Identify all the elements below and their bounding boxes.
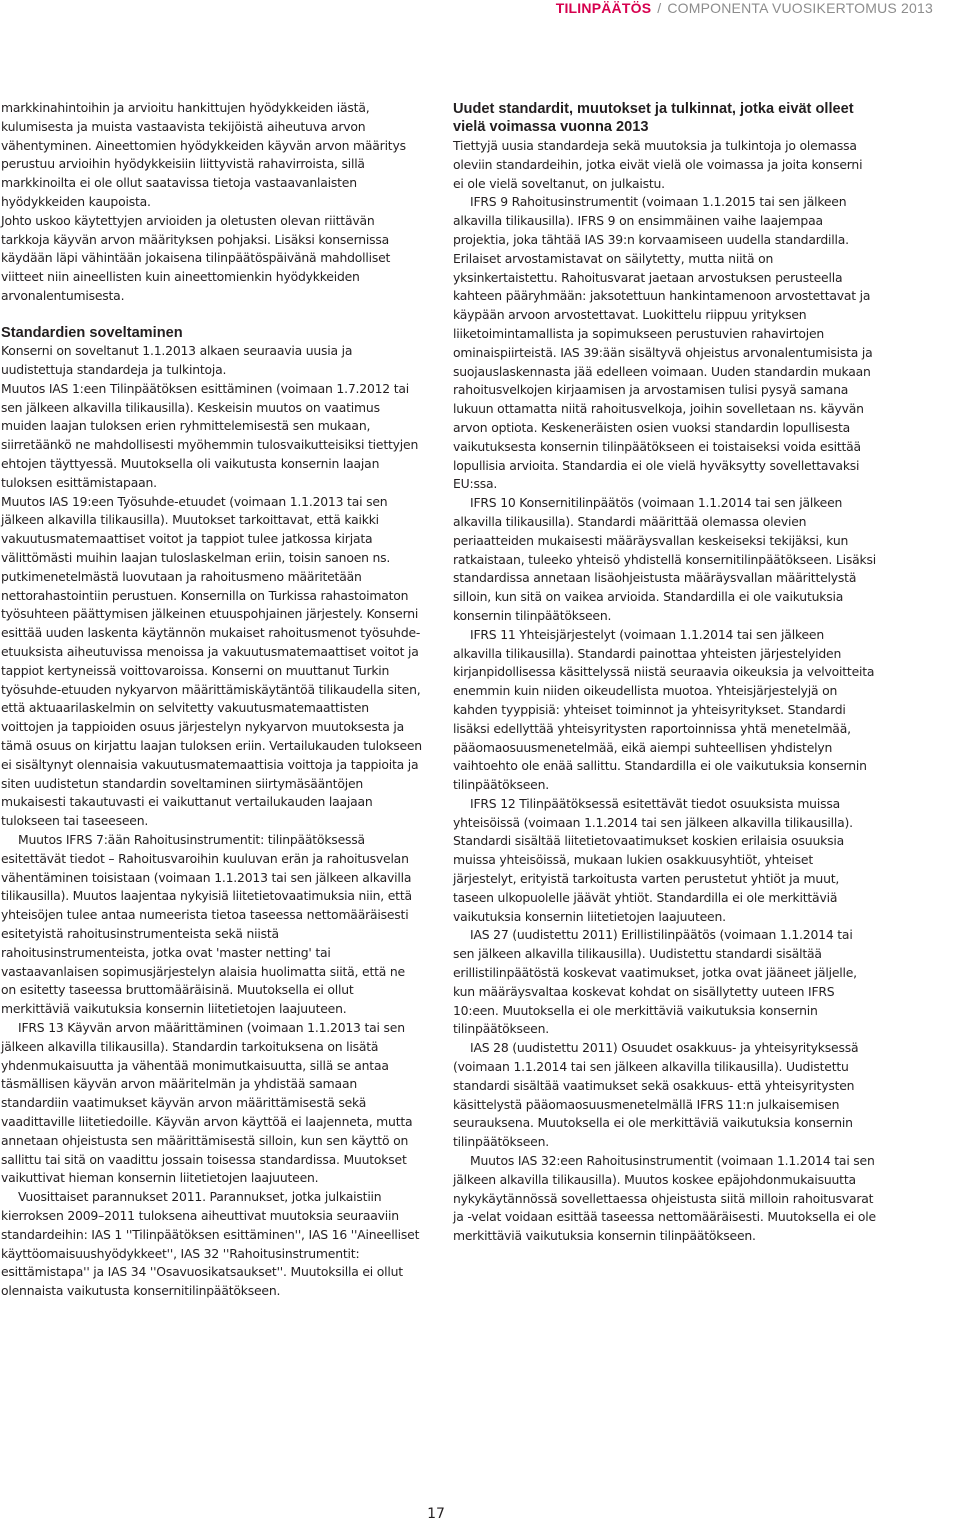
section-title: TILINPÄÄTÖS (555, 0, 652, 16)
paragraph: Muutos IAS 1:een Tilinpäätöksen esittäminen (voimaan 1.7.2012 tai sen jälkeen alkavilla tilikausilla). Keskeisin muutos on vaatimus muiden laajan tuloksen erien ryhmittelemisestä sen mukaan, siirretäänkö ne mahdollisesti myöhemmin tulosvaikutteisiksi tiettyjen ehtojen täyttyessä. Muutoksella oli vaikutusta konsernin laajan tuloksen esittämistapaan. (1, 380, 419, 490)
paragraph: IFRS 9 Rahoitusinstrumentit (voimaan 1.1.2015 tai sen jälkeen alkavilla tilikausilla). IFRS 9 on ensimmäinen vaihe laajempaa projektia, joka tähtää IAS 39:n korvaamiseen uudella standardilla. Erilaiset arvostamistavat on säilytetty, mutta niitä on yksinkertaistettu. Rahoitusvarat jaetaan arvostuksen perusteella kahteen pääryhmään: jaksotettuun hankintamenoon arvostettavat ja käypään arvoon arvostettavat. Luokittelu riippuu yrityksen liiketoimintamallista ja sopimukseen perustuvien rahavirtojen ominaispiirteistä. IAS 39:ään sisältyvä ohjeistus arvonalentumisista ja suojauslaskennasta jää edelleen voimaan. Uuden standardin mukaan rahoitusvelkojen kirjaamisen ja arvostamisen tulisi pysyä samana lukuun ottamatta niitä rahoitusvelkoja, joihin sovelletaan ns. käyvän arvon optiota. Keskeneräisten osien vuoksi standardin lopullisesta vaikutuksesta konsernin tilinpäätökseen ei toistaiseksi voida esittää lopullisia arvioita. Standardia ei ole vielä hyväksytty sovellettavaksi EU:ssa. (453, 194, 873, 492)
report-title: COMPONENTA VUOSIKERTOMUS 2013 (667, 0, 933, 16)
section-heading: Uudet standardit, muutokset ja tulkinnat, jotka eivät olleet vielä voimassa vuonna 2013 (453, 101, 854, 135)
paragraph: IFRS 13 Käyvän arvon määrittäminen (voimaan 1.1.2013 tai sen jälkeen alkavilla tilikausilla). Standardin tarkoituksena on lisätä yhdenmukaisuutta ja vähentää monimutkaisuutta, sillä se antaa täsmällisen käyvän arvon määritelmän ja yhdistää samaan standardiin vaatimukset käyvän arvon määrittämisestä sekä vaadittaville liitetiedoille. Käyvän arvon käyttöä ei laajenneta, mutta annetaan ohjeistusta sen määrittämisestä silloin, kun sen käyttö on sallittu tai sitä on vaadittu jossain toisessa standardissa. Muutokset vaikuttivat hieman konsernin liitetietojen laajuuteen. (1, 1019, 413, 1186)
paragraph: Vuosittaiset parannukset 2011. Parannukset, jotka julkaistiin kierroksen 2009–2011 tuloksena aiheuttivat muutoksia seuraaviin standardeihin: IAS 1 ''Tilinpäätöksen esittäminen'', IAS 16 ''Aineelliset käyttöomaisuushyödykkeet'', IAS 32 ''Rahoitusinstrumentit: esittämistapa'' ja IAS 34 ''Osavuosikatsaukset''. Muutoksilla ei ollut olennaista vaikutusta konsernitilinpäätökseen. (1, 1189, 420, 1299)
paragraph: markkinahintoihin ja arvioitu hankittujen hyödykkeiden iästä, kulumisesta ja muista vastaavista tekijöistä aiheutuva arvon vähentyminen. Aineettomien hyödykkeiden käyvän arvon määritys perustuu arvioihin hyödykkeisiin liittyvistä rahavirroista, sillä markkinoilta ei ole ollut saatavissa tietoja vastaavanlaisten hyödykkeiden kaupoista. (1, 100, 406, 209)
page-header (556, 0, 933, 20)
left-column (1, 99, 422, 1301)
paragraph: Muutos IAS 32:een Rahoitusinstrumentit (voimaan 1.1.2014 tai sen jälkeen alkavilla tilikausilla). Muutos koskee epäjohdonmukaisuutta nykykäytännössä sovellettaessa ohjeistusta siitä milloin rahoitusvarat ja -velat voidaan esittää taseessa nettomääräisesti. Muutoksella ei ole merkittäviä vaikutuksia konsernin tilinpäätökseen. (453, 1153, 876, 1244)
paragraph: Johto uskoo käytettyjen arvioiden ja oletusten olevan riittävän tarkkoja käyvän arvon määrityksen pohjaksi. Lisäksi konsernissa käydään läpi vähintään jokaisena tilinpäätöspäivänä mahdolliset viitteet niin aineellisten kuin aineettomienkin hyödykkeiden arvonalentumisesta. (1, 212, 391, 303)
paragraph: Muutos IFRS 7:ään Rahoitusinstrumentit: tilinpäätöksessä esitettävät tiedot – Rahoitusvaroihin kuuluvan erän ja rahoitusvelan vähentäminen toisistaan (voimaan 1.1.2013 tai sen jälkeen alkavilla tilikausilla). Muutos laajentaa nykyisiä liitetietovaatimuksia niin, että yhteisöjen tulee antaa numeerista tietoa taseessa nettomääräisesti esitetyistä rahoitusinstrumenteista sekä niistä rahoitusinstrumenteista, jotka ovat 'master netting' tai vastaavanlaisen sopimusjärjestelyn alaisia huolimatta siitä, että ne on esitetty taseessa bruttomääräisinä. Muutoksella ei ollut merkittäviä vaikutuksia konsernin liitetietojen laajuuteen. (1, 831, 412, 1017)
paragraph: IFRS 10 Konsernitilinpäätös (voimaan 1.1.2014 tai sen jälkeen alkavilla tilikausilla). Standardi määrittää olemassa olevien periaatteiden mukaisesti määräysvallan keskeiseksi tekijäksi, kun ratkaistaan, tuleeko yhteisö yhdistellä konsernitilinpäätökseen. Lisäksi standardissa annetaan lisäohjeistusta määräysvallan määrittelystä silloin, kun sitä on vaikea arvioida. Standardilla ei ole vaikutuksia konsernin tilinpäätökseen. (453, 495, 876, 623)
paragraph: Muutos IAS 19:een Työsuhde-etuudet (voimaan 1.1.2013 tai sen jälkeen alkavilla tilikausilla). Muutokset tarkoittavat, että kaikki vakuutusmatemaattiset voitot ja tappiot tulee jatkossa kirjata välittömästi muihin laajan tuloslaskelman eriin, toisin sanoen ns. putkimenetelmästä luovutaan ja rahoitusmeno määritetään nettorahastointiin perustuen. Konsernilla on Turkissa rahastoimaton työsuhteen päättymisen jälkeinen etuuspohjainen järjestely. Konserni esittää uuden laskenta käytännön mukaiset rahoitusmenot työsuhde-etuuksista aiheutuvissa menoissa ja vakuutusmatemaattiset voitot ja tappiot kertyneissä voittovaroissa. Konserni on muuttanut Turkin työsuhde-etuuden nykyarvon määrittämiskäytäntöä tilikaudella siten, että aktuaarilaskelmin on selvitetty vakuutusmatemaattisten voittojen ja tappioiden osuus järjestelyn nykyarvon muutoksesta ja tämä osuus on kirjattu laajan tuloksen eriin. Vertailukauden tulokseen ei sisältynyt olennaisia vakuutusmatemaattisia voittoja ja tappioita ja siten uudistetun standardin soveltaminen siirtymäsääntöjen mukaisesti takautuvasti ei vaikuttanut vertailukauden laajaan tulokseen tai taseeseen. (1, 493, 422, 829)
header-separator: / (657, 0, 662, 16)
paragraph: IAS 27 (uudistettu 2011) Erillistilinpäätös (voimaan 1.1.2014 tai sen jälkeen alkavilla tilikausilla). Uudistettu standardi sisältää erillistilinpäätöstä koskevat vaatimukset, jotka ovat jääneet jäljelle, kun määräysvaltaa koskevat kohdat on sisällytetty uuteen IFRS 10:een. Muutoksella ei ole merkittäviä vaikutuksia konsernin tilinpäätökseen. (453, 927, 857, 1037)
right-column (453, 101, 876, 1246)
section-heading: Standardien soveltaminen (1, 324, 183, 341)
page-number: 17 (427, 1506, 445, 1522)
paragraph: Konserni on soveltanut 1.1.2013 alkaen seuraavia uusia ja uudistettuja standardeja ja tulkintoja. (1, 343, 353, 378)
paragraph: IFRS 12 Tilinpäätöksessä esitettävät tiedot osuuksista muissa yhteisöissä (voimaan 1.1.2014 tai sen jälkeen alkavilla tilikausilla). Standardi sisältää liitetietovaatimukset koskien erilaisia osuuksia muissa yhteisöissä, mukaan lukien osakkuusyhtiöt, yhteiset järjestelyt, erityistä tarkoitusta varten perustetut yhtiöt ja muut, taseen ulkopuolelle jäävät yhtiöt. Standardilla ei ole merkittäviä vaikutuksia konsernin liitetietojen laajuuteen. (453, 795, 853, 924)
paragraph: Tiettyjä uusia standardeja sekä muutoksia ja tulkintoja jo olemassa oleviin standardeihin, jotka eivät vielä ole voimassa ja joita konserni ei ole vielä soveltanut, on julkaistu. (453, 138, 863, 191)
paragraph: IFRS 11 Yhteisjärjestelyt (voimaan 1.1.2014 tai sen jälkeen alkavilla tilikausilla). Standardi painottaa yhteisten järjestelyiden kirjanpidollisessa käsittelyssä niistä seuraavia oikeuksia ja velvoitteita enemmin kuin niiden oikeudellista muotoa. Yhteisjärjestelyjä on kahden tyyppisiä: yhteiset toiminnot ja yhteisyritykset. Standardi lisäksi edellyttää yhteisyritysten raportoinnissa yhtä menetelmää, pääomaosuusmenetelmää, eikä aiempi suhteellisen yhdistelyn vaihtoehto ole enää sallittu. Standardilla ei ole vaikutuksia konsernin tilinpäätökseen. (453, 626, 875, 793)
paragraph: IAS 28 (uudistettu 2011) Osuudet osakkuus- ja yhteisyrityksessä (voimaan 1.1.2014 tai sen jälkeen alkavilla tilikausilla). Uudistettu standardi sisältää vaatimukset sekä osakkuus- että yhteisyritysten käsittelystä pääomaosuusmenetelmällä IFRS 11:n julkaisemisen seurauksena. Muutoksella ei ole merkittäviä vaikutuksia konsernin tilinpäätökseen. (453, 1040, 859, 1150)
